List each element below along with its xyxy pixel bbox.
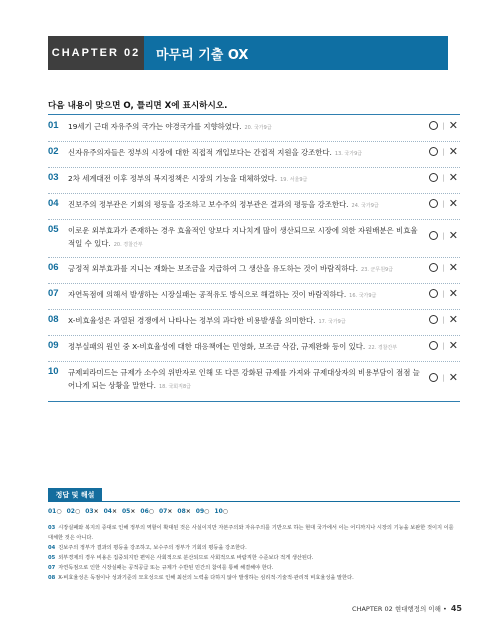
page-title: 마무리 기출 OX: [144, 36, 448, 70]
question-text: 자연독점에 의해서 발생하는 시장실패는 공적유도 방식으로 해결하는 것이 바람직하다. 16. 국가9급: [68, 290, 377, 299]
page-footer: CHAPTER 02 현대행정의 이해 • 45: [352, 604, 462, 613]
footer-text: CHAPTER 02 현대행정의 이해: [352, 605, 441, 613]
answer-key-item: 06○: [140, 508, 154, 515]
ox-choice: | ✕: [429, 340, 458, 351]
x-mark-icon[interactable]: ✕: [448, 119, 458, 132]
question-item: [48, 142, 460, 168]
ox-choice: | ✕: [429, 172, 458, 183]
x-mark-icon[interactable]: ✕: [448, 287, 458, 300]
question-number: 07: [48, 288, 59, 299]
question-list: [48, 116, 460, 402]
instruction: 다음 내용이 맞으면 O, 틀리면 X에 표시하시오.: [48, 101, 228, 111]
answer-key-item: 09○: [195, 508, 210, 515]
ox-choice: | ✕: [429, 262, 458, 273]
answer-section-label: 정답 및 해설: [48, 488, 102, 502]
ox-choice: | ✕: [429, 146, 458, 157]
o-mark-icon[interactable]: [429, 147, 438, 156]
explanation-item: 08 X-비효율성은 독점이나 성과기준의 모호성으로 인해 최선의 노력을 다하지 않아 발생하는 심리적·기술적·관리적 비효율성을 말한다.: [48, 575, 354, 581]
question-item: [48, 362, 460, 402]
question-text: 19세기 근대 자유주의 국가는 야경국가를 지향하였다. 20. 국가9급: [68, 122, 272, 131]
question-number: 02: [48, 146, 59, 157]
question-text: 신자유주의자들은 정부의 시장에 대한 직접적 개입보다는 간접적 지원을 강조한다. 13. 국가9급: [68, 148, 363, 157]
question-text: 2차 세계대전 이후 정부의 복지정책은 시장의 기능을 대체하였다. 19. 서울9급: [68, 174, 308, 183]
answer-key-item: 07×: [159, 508, 173, 515]
chapter-header: [48, 36, 448, 70]
question-item: [48, 168, 460, 194]
o-mark-icon[interactable]: [429, 199, 438, 208]
ox-choice: | ✕: [429, 372, 458, 383]
question-item: [48, 220, 460, 258]
question-text: X-비효율성은 과열된 경쟁에서 나타나는 정부의 과다한 비용발생을 의미한다. 17. 국가9급: [68, 316, 346, 325]
o-mark-icon[interactable]: [429, 263, 438, 272]
o-mark-icon[interactable]: [429, 173, 438, 182]
question-number: 08: [48, 314, 59, 325]
answer-key-item: 02○: [66, 508, 81, 515]
x-mark-icon[interactable]: ✕: [448, 371, 458, 384]
answer-key: [48, 508, 228, 515]
o-mark-icon[interactable]: [429, 231, 438, 240]
o-mark-icon[interactable]: [429, 373, 438, 382]
explanations: [48, 523, 460, 583]
ox-choice: | ✕: [429, 198, 458, 209]
question-text: 규제피라미드는 규제가 소수의 위반자로 인해 또 다른 강화된 규제를 가져와 규제대상자의 비용부담이 점점 늘어나게 되는 상황을 말한다. 18. 국회직8급: [68, 368, 420, 390]
question-number: 04: [48, 198, 59, 209]
o-mark-icon[interactable]: [429, 315, 438, 324]
question-number: 09: [48, 340, 59, 351]
o-mark-icon[interactable]: [429, 289, 438, 298]
question-text: 긍정적 외부효과를 지니는 재화는 보조금을 지급하여 그 생산을 유도하는 것이 바람직하다. 23. 군무원9급: [68, 264, 394, 273]
answer-key-item: 04×: [103, 508, 117, 515]
o-mark-icon[interactable]: [429, 341, 438, 350]
ox-choice: | ✕: [429, 230, 458, 241]
question-text: 이로운 외부효과가 존재하는 경우 효율적인 양보다 지나치게 많이 생산되므로 시장에 의한 자원배분은 비효율적일 수 있다. 20. 경찰간부: [68, 226, 418, 248]
x-mark-icon[interactable]: ✕: [448, 145, 458, 158]
x-mark-icon[interactable]: ✕: [448, 197, 458, 210]
ox-choice: | ✕: [429, 314, 458, 325]
chapter-label: CHAPTER 02: [48, 36, 144, 70]
x-mark-icon[interactable]: ✕: [448, 229, 458, 242]
x-mark-icon[interactable]: ✕: [448, 261, 458, 274]
question-text: 정부실패의 원인 중 X-비효율성에 대한 대응책에는 민영화, 보조금 삭감, 규제완화 등이 있다. 22. 경찰간부: [68, 342, 398, 351]
question-item: [48, 194, 460, 220]
question-item: [48, 336, 460, 362]
o-mark-icon[interactable]: [429, 121, 438, 130]
question-item: [48, 116, 460, 142]
ox-choice: | ✕: [429, 120, 458, 131]
question-number: 06: [48, 262, 59, 273]
question-item: [48, 284, 460, 310]
explanation-item: 05 외부경제의 경우 비용은 집중되지만 편익은 사회적으로 분산되므로 사회적으로 바람직한 수준보다 적게 생산된다.: [48, 555, 314, 561]
question-number: 01: [48, 120, 59, 131]
page-number: 45: [450, 604, 462, 613]
explanation-item: 04 진보주의 정부가 결과의 평등을 강조하고, 보수주의 정부가 기회의 평등을 강조한다.: [48, 545, 247, 551]
answer-key-item: 10○: [214, 508, 228, 515]
explanation-item: 03 시장실패와 복지의 증대로 인해 정부의 역할이 확대된 것은 사실이지만 자본주의와 자유주의를 기반으로 하는 현대 국가에서 이는 어디까지나 시장의 기능을 보완한 것이지 이를 대체한 것은 아니다.: [48, 525, 454, 541]
top-divider: [48, 114, 460, 115]
explanation-item: 07 자연독점으로 인한 시장실패는 공적공급 또는 규제가 수반된 민간의 참여를 통해 해결해야 한다.: [48, 565, 274, 571]
answer-key-item: 01○: [48, 508, 62, 515]
ox-choice: | ✕: [429, 288, 458, 299]
question-number: 05: [48, 224, 59, 235]
answer-divider: [48, 501, 460, 502]
answer-key-item: 05×: [122, 508, 136, 515]
question-item: [48, 310, 460, 336]
x-mark-icon[interactable]: ✕: [448, 339, 458, 352]
answer-key-item: 08×: [177, 508, 191, 515]
x-mark-icon[interactable]: ✕: [448, 313, 458, 326]
x-mark-icon[interactable]: ✕: [448, 171, 458, 184]
question-text: 진보주의 정부관은 기회의 평등을 강조하고 보수주의 정부관은 결과의 평등을 강조한다. 24. 국가9급: [68, 200, 379, 209]
question-number: 03: [48, 172, 59, 183]
answer-key-item: 03×: [85, 508, 99, 515]
question-item: [48, 258, 460, 284]
question-number: 10: [48, 366, 59, 377]
